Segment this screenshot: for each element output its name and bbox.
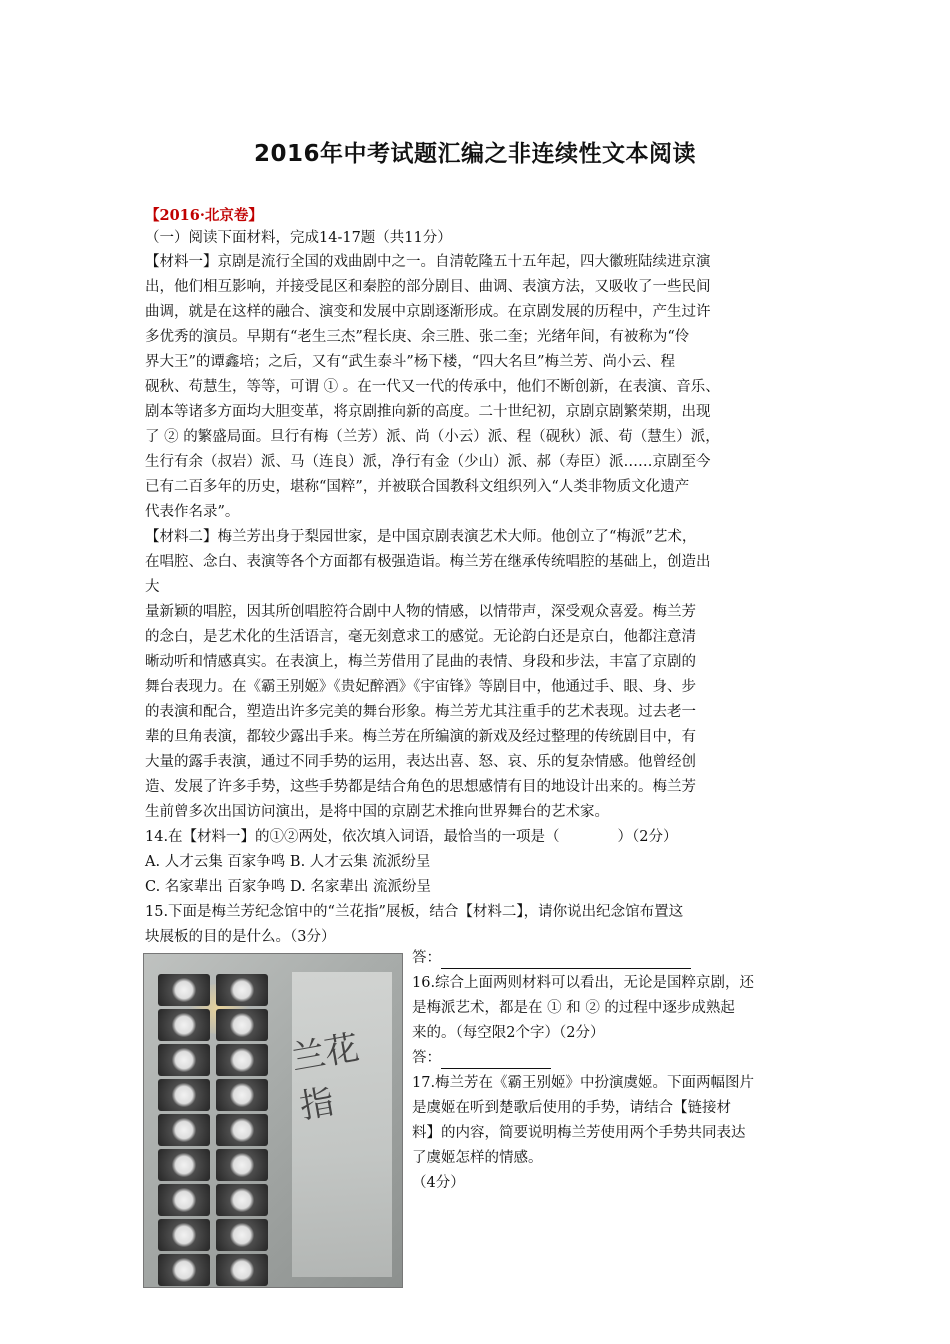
- orchid-finger-photo: [143, 953, 403, 1288]
- hand-gesture-tile: [216, 1219, 268, 1251]
- answer-blank: [441, 1050, 551, 1069]
- text-line: C. 名家辈出 百家争鸣 D. 名家辈出 流派纷呈: [145, 879, 431, 895]
- hand-gesture-tile: [216, 1184, 268, 1216]
- text-line: 曲调，就是在这样的融合、演变和发展中京剧逐渐形成。在京剧发展的历程中，产生过许: [145, 304, 711, 320]
- hand-gesture-tile: [158, 1044, 210, 1076]
- text-line: 块展板的目的是什么。（3分）: [145, 929, 336, 945]
- text-line: 出，他们相互影响，并接受昆区和秦腔的部分剧目、曲调、表演方法，又吸收了一些民间: [145, 279, 711, 295]
- text-line: 在唱腔、念白、表演等各个方面都有极强造诣。梅兰芳在继承传统唱腔的基础上，创造出: [145, 554, 711, 570]
- text-line: 多优秀的演员。早期有“老生三杰”程长庚、余三胜、张二奎；光绪年间，有被称为“伶: [145, 329, 690, 345]
- text-line: 的表演和配合，塑造出许多完美的舞台形象。梅兰芳尤其注重手的艺术表现。过去老一: [145, 704, 696, 720]
- text-line: 是梅派艺术，都是在 ① 和 ② 的过程中逐步成熟起: [412, 1000, 735, 1016]
- hand-gesture-tile: [158, 1009, 210, 1041]
- text-line: （一）阅读下面材料，完成14-17题（共11分）: [145, 230, 452, 246]
- hand-gesture-tile: [158, 1079, 210, 1111]
- hand-gesture-tile: [216, 1009, 268, 1041]
- text-line: 是虞姬在听到楚歌后使用的手势，请结合【链接材: [412, 1100, 731, 1116]
- answer-blank: [441, 950, 691, 969]
- text-line: 14.在【材料一】的①②两处，依次填入词语，最恰当的一项是（ ）（2分）: [145, 829, 678, 845]
- text-line: 剧本等诸多方面均大胆变革，将京剧推向新的高度。二十世纪初，京剧京剧繁荣期，出现: [145, 404, 711, 420]
- hand-gesture-tile: [216, 1114, 268, 1146]
- text-line: 的念白，是艺术化的生活语言，毫无刻意求工的感觉。无论韵白还是京白，他都注意清: [145, 629, 696, 645]
- text-line: 已有二百多年的历史，堪称“国粹”，并被联合国教科文组织列入“人类非物质文化遗产: [145, 479, 690, 495]
- hand-gesture-tile: [158, 1149, 210, 1181]
- hand-gesture-tile: [216, 974, 268, 1006]
- text-line: 了 ② 的繁盛局面。旦行有梅（兰芳）派、尚（小云）派、程（砚秋）派、荀（慧生）派，: [145, 429, 720, 445]
- text-line: 【材料一】京剧是流行全国的戏曲剧中之一。自清乾隆五十五年起，四大徽班陆续进京演: [145, 254, 711, 270]
- source-tag: 【2016·北京卷】: [145, 207, 263, 224]
- text-line: 晰动听和情感真实。在表演上，梅兰芳借用了昆曲的表情、身段和步法，丰富了京剧的: [145, 654, 696, 670]
- text-line: 答：: [412, 1047, 551, 1069]
- text-line: 【材料二】梅兰芳出身于梨园世家，是中国京剧表演艺术大师。他创立了“梅派”艺术，: [145, 529, 697, 545]
- hand-gesture-tile: [216, 1079, 268, 1111]
- hand-gesture-tile: [158, 1184, 210, 1216]
- text-line: A. 人才云集 百家争鸣 B. 人才云集 流派纷呈: [145, 854, 431, 870]
- text-line: 生前曾多次出国访问演出，是将中国的京剧艺术推向世界舞台的艺术家。: [145, 804, 609, 820]
- text-line: 15.下面是梅兰芳纪念馆中的“兰花指”展板，结合【材料二】，请你说出纪念馆布置这: [145, 904, 684, 920]
- text-line: 来的。（每空限2个字）（2分）: [412, 1025, 605, 1041]
- text-line: 大: [145, 579, 160, 595]
- text-line: 砚秋、苟慧生，等等，可谓 ① 。在一代又一代的传承中，他们不断创新，在表演、音乐、: [145, 379, 720, 395]
- text-line: 17.梅兰芳在《霸王别姬》中扮演虞姬。下面两幅图片: [412, 1075, 755, 1091]
- text-line: 量新颖的唱腔，因其所创唱腔符合剧中人物的情感，以情带声，深受观众喜爱。梅兰芳: [145, 604, 696, 620]
- text-line: 16.综合上面两则材料可以看出，无论是国粹京剧，还: [412, 975, 755, 991]
- calligraphy-text: 兰花指: [288, 1027, 363, 1128]
- text-line: 大量的露手表演，通过不同手势的运用，表达出喜、怒、哀、乐的复杂情感。他曾经创: [145, 754, 696, 770]
- hand-gesture-tile: [158, 1254, 210, 1286]
- hand-gesture-tile: [158, 1219, 210, 1251]
- hand-gesture-tile: [216, 1254, 268, 1286]
- text-line: 答：: [412, 947, 691, 969]
- page-title: 2016年中考试题汇编之非连续性文本阅读: [253, 141, 696, 167]
- text-line: 生行有余（叔岩）派、马（连良）派，净行有金（少山）派、郝（寿臣）派……京剧至今: [145, 454, 711, 470]
- text-line: 了虞姬怎样的情感。: [412, 1150, 543, 1166]
- hand-gesture-tile: [216, 1149, 268, 1181]
- text-line: 界大王”的谭鑫培；之后，又有“武生泰斗”杨下楼，“四大名旦”梅兰芳、尚小云、程: [145, 354, 676, 370]
- text-line: 料】的内容，简要说明梅兰芳使用两个手势共同表达: [412, 1125, 746, 1141]
- hand-gesture-tile: [158, 1114, 210, 1146]
- hand-gesture-tile: [216, 1044, 268, 1076]
- text-line: （4分）: [412, 1175, 465, 1191]
- text-line: 舞台表现力。在《霸王别姬》《贵妃醉酒》《宇宙锋》等剧目中，他通过手、眼、身、步: [145, 679, 696, 695]
- text-line: 代表作名录”。: [145, 504, 240, 520]
- text-line: 造、发展了许多手势，这些手势都是结合角色的思想感情有目的地设计出来的。梅兰芳: [145, 779, 696, 795]
- hand-gesture-tile: [158, 974, 210, 1006]
- text-line: 辈的旦角表演，都较少露出手来。梅兰芳在所编演的新戏及经过整理的传统剧目中，有: [145, 729, 696, 745]
